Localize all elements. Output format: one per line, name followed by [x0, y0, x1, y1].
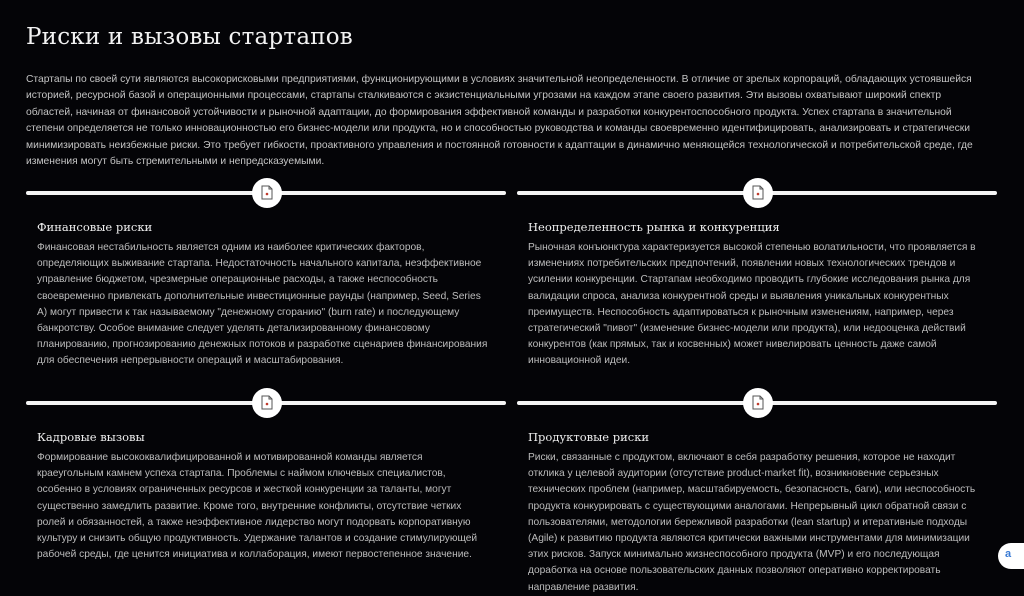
card-text: Финансовая нестабильность является одним из наиболее критических факторов, определяющих выживание стартапа. Недостаточность начального капитала, неэффективное управление бюджетом, чрезмерные операционные расходы, а также неспособность своевременно привлекать дополнительные инвестиционные раунды (например, Seed, Series A) могут привести к так называемому "денежному сгоранию" (burn rate) и последующему банкротству. Особое внимание следует уделять детализированному финансовому планированию, прогнозированию денежных потоков и разработке сценариев финансирования для обеспечения непрерывности операций и масштабирования.	[37, 242, 488, 367]
divider-circle	[743, 388, 773, 418]
divider-circle	[252, 388, 282, 418]
card-title: Продуктовые риски	[528, 430, 650, 444]
card-title: Неопределенность рынка и конкуренция	[528, 220, 780, 234]
corner-badge-label: a	[1005, 548, 1012, 560]
intro-paragraph: Стартапы по своей сути являются высокорисковыми предприятиями, функционирующими в условиях значительной неопределенности. В отличие от зрелых корпораций, обладающих устоявшейся историей, ресурсной базой и операционными процессами, стартапы сталкиваются с экзистенциальными угрозами на каждом этапе своего развития. Эти вызовы охватывают широкий спектр областей, начиная от финансовой устойчивости и рыночной адаптации, до формирования эффективной команды и разработки конкурентоспособного продукта. Успех стартапа в значительной степени определяется не только инновационностью его бизнес-модели или продукта, но и способностью руководства и команды своевременно идентифицировать, анализировать и стратегически минимизировать неизбежные риски. Это требует гибкости, проактивного управления и постоянной готовности к адаптации в динамично меняющейся технологической и потребительской среде, где изменения могут быть стремительными и непредсказуемыми.	[26, 74, 973, 168]
card-text: Риски, связанные с продуктом, включают в себя разработку решения, которое не находит отклика у целевой аудитории (отсутствие product-market fit), возникновение серьезных технических проблем (например, масштабируемость, безопасность, баги), или неспособность продукта конкурировать с существующими аналогами. Непрерывный цикл обратной связи с пользователями, методологии бережливой разработки (lean startup) и итеративные подходы (Agile) к развитию продукта являются критически важными инструментами для минимизации этих рисков. Запуск минимально жизнеспособного продукта (MVP) и его последующая доработка на основе пользовательских данных позволяют оперативно корректировать направление развития.	[528, 452, 976, 593]
card-title: Финансовые риски	[37, 220, 153, 234]
document-icon	[752, 395, 764, 410]
document-icon	[261, 185, 273, 200]
corner-badge[interactable]	[998, 543, 1024, 569]
divider-circle	[252, 178, 282, 208]
card-text: Формирование высококвалифицированной и мотивированной команды является краеугольным камнем успеха стартапа. Проблемы с наймом ключевых специалистов, особенно в условиях ограниченных ресурсов и жесткой конкуренции за таланты, могут существенно замедлить развитие. Кроме того, внутренние конфликты, отсутствие четких ролей и обязанностей, а также неэффективное лидерство могут подорвать корпоративную культуру и снизить общую продуктивность. Удержание талантов и создание стимулирующей рабочей среды, где ценится инициатива и коллаборация, имеют первостепенное значение.	[37, 452, 478, 561]
card-divider	[26, 388, 506, 418]
card-product-risks	[517, 388, 997, 593]
card-divider	[26, 178, 506, 208]
card-divider	[517, 388, 997, 418]
card-title: Кадровые вызовы	[37, 430, 145, 444]
card-text: Рыночная конъюнктура характеризуется высокой степенью волатильности, что проявляется в изменениях потребительских предпочтений, появлении новых технологических трендов и усилении конкуренции. Стартапам необходимо проводить глубокие исследования рынка для валидации спроса, анализа конкурентной среды и выявления уникальных конкурентных преимуществ. Неспособность адаптироваться к рыночным изменениям, например, через стратегический "пивот" (изменение бизнес-модели или продукта), или недооценка действий конкурентов (как прямых, так и косвенных) может нивелировать ценность даже самой инновационной идеи.	[528, 242, 976, 367]
card-hr-challenges	[26, 388, 506, 561]
card-market-uncertainty	[517, 178, 997, 367]
page-title: Риски и вызовы стартапов	[26, 24, 353, 50]
card-divider	[517, 178, 997, 208]
divider-circle	[743, 178, 773, 208]
document-icon	[752, 185, 764, 200]
document-icon	[261, 395, 273, 410]
card-financial-risks	[26, 178, 506, 367]
